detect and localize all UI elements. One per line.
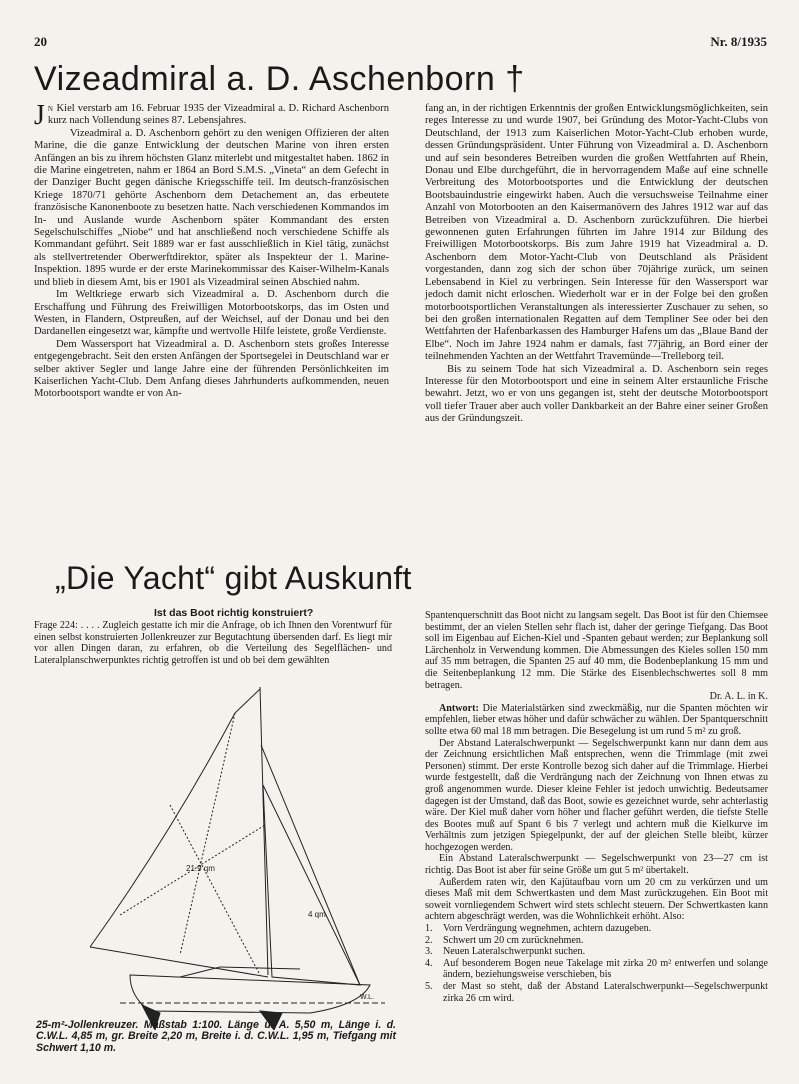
jib-area-label: 4 qm: [308, 910, 326, 919]
article1-right-column: [425, 103, 768, 426]
answer-paragraph: Der Abstand Lateralschwerpunkt — Segelschwerpunkt kann nur dann dem aus der Zeichnung ersichtlichen Maß entsprechen, wenn die Trimmlage (mit zwei Personen) stimmt. Der erste Kontrolle bezog sich daher auf die Trimmlage. Hierbei wurde festgestellt, daß die Verdrängung nach der Zeichnung von Ihnen etwas zu groß angenommen wurde. Dieser kleine Fehler ist jedoch unwichtig. Bedeutsamer dagegen ist der Umstand, daß das Boot, sowie es gezeichnet wurde, sehr achterlastig wäre. Der Kiel muß daher vorn höher und flacher geführt werden, die tiefste Stelle des Bootes muß auf Spant 6 bis 7 verlegt und achtern muß die Kielkurve im Verhältnis zum jetzigen Spiegelpunkt, der auf der gleichen Stelle bleibt, kürzer hochgezogen werden.: [425, 737, 768, 853]
gaff-line: [235, 689, 260, 713]
question-label: Frage 224:: [34, 620, 78, 631]
question-paragraph: [34, 620, 392, 666]
question-signature: Dr. A. L. in K.: [709, 691, 768, 703]
list-item: 3. Neuen Lateralschwerpunkt suchen.: [425, 946, 586, 958]
answer-label: Antwort:: [439, 702, 479, 714]
waterline-label: W.L.: [360, 994, 375, 1001]
list-item: 5. der Mast so steht, daß der Abstand Lateralschwerpunkt—Segelschwerpunkt zirka 26 cm wird.: [425, 981, 768, 1004]
section-title: „Die Yacht“ gibt Auskunft: [55, 560, 412, 596]
question-continuation: Spantenquerschnitt das Boot nicht zu langsam segelt. Das Boot ist für den Chiemsee bestimmt, der an vielen Stellen sehr flach ist, daher der geringe Tiefgang. Das Boot soll im Eigenbau auf Eichen-Kiel und -Spanten gebaut werden; zur Beplankung soll Lärchenholz in Verwendung kommen. Die Abmessungen des Kieles sollen 150 mm auf 35 mm betragen, die Spanten 25 auf 40 mm, die Bodenbeplankung 15 mm und die Seitenbeplankung 12 mm. Die Stärke des Eisenblechschwertes soll 8 mm betragen.: [425, 610, 768, 691]
article1-paragraph: fang an, in der richtigen Erkenntnis der großen Entwicklungsmöglichkeiten, sein reges Interesse zu und wurde 1907, bei Gründung des Motor-Yacht-Clubs von Deutschland, der 1913 zum Kaiserlichen Motor-Yacht-Club erhoben wurde, dessen Gründungspräsident. Unter Führung von Vizeadmiral a. D. Aschenborn und auf sein besonderes Betreiben wurden die großen Wettfahrten auf Rhein, Donau und Elbe durchgeführt, die in hervorragendem Maße auf eine schnelle Verbreitung des Motorbootsportes und die Entwicklung der deutschen Bootsbauindustrie eingewirkt haben. Auch die versuchsweise Teilnahme einer Anzahl von Motorbooten an den Kaisermanövern des Jahres 1912 war auf das Betreiben von Vizeadmiral a. D. Aschenborn zurückzuführen. Die hierbei gewonnenen guten Erfahrungen führten im Jahre 1914 zur Bildung des Freiwilligen Motorbootskorps. Bis zum Jahre 1919 hat Vizeadmiral a. D. Aschenborn dem Motor-Yacht-Club von Deutschland als Präsident vorgestanden, dann zog sich der schon über 70jährige zurück, um seinen Lebensabend in Kiel zu verbringen. Sein Interesse für den Wassersport war jedoch damit nicht erloschen. Wiederholt war er in der Folge bei den großen motorbootsportlichen Veranstaltungen als interessierter Zuschauer zu sehen, so bei den großen internationalen Regatten auf dem Templiner See oder bei den Wettfahrten der Hafenbarkassen des Hamburger Hafens um das „Blaue Band der Elbe“. Noch im Jahre 1924 nahm er damals, fast 77jährig, an Bord einer der teilnehmenden Yachten an der Wettfahrt Travemünde—Trelleborg teil.: [425, 103, 768, 363]
article1-paragraph: [34, 100, 389, 131]
cabin-line: [180, 967, 220, 977]
answer-paragraph: [425, 703, 768, 738]
answer-paragraph: Ein Abstand Lateralschwerpunkt — Segelschwerpunkt von 23—27 cm ist richtig. Das Boot ist aber für seine Größe um gut 5 m² übertakelt.: [425, 853, 768, 877]
article-title: Vizeadmiral a. D. Aschenborn †: [34, 60, 525, 98]
article1-paragraph: Dem Wassersport hat Vizeadmiral a. D. Aschenborn stets großes Interesse entgegengebracht. Seit den ersten Anfängen der Sportsegelei in Deutschland war er selber aktiver Segler und lange Jahre eine der führenden Persönlichkeiten im Kaiserlichen Yacht-Club. Dem Anfang dieses Jahrhunderts aufkommenden, neuen Motorbootsport wandte er von An-: [34, 338, 389, 400]
section-subtitle: Ist das Boot richtig konstruiert?: [154, 607, 314, 619]
drop-cap: J: [34, 100, 45, 131]
article1-paragraph: Vizeadmiral a. D. Aschenborn gehört zu den wenigen Offizieren der alten Marine, die die ganze Entwicklung der deutschen Marine von ihren ersten Anfängen an bis zu ihrem höchsten Glanz miterlebt und mitgestaltet haben. 1862 in die Marine eingetreten, nahm er 1864 an Bord S.M.S. „Vineta“ an dem Gefecht in der Danziger Bucht gegen dänische Kriegsschiffe teil. Im deutsch-französischen Kriege 1870/71 gehörte Aschenborn dem Detachement an, das erbeutete französische Kanonenboote zu besetzen hatte. Nach verschiedenen Kommandos im In- und Auslande wurde Aschenborn später Kommandant des ersten Segelschulschiffes „Niobe“ und hat anschließend noch verschiedene Schiffe als Kommandant geführt. Seit 1889 war er fast ausschließlich in Kiel tätig, zunächst als stellvertretender Oberwerftdirektor, später als Inspekteur der 1. Marine-Inspektion. 1895 wurde er der erste Marinekommissar des Kaiser-Wilhelm-Kanals und blieb in diesem Amt, bis er 1901 als Vizeadmiral seinen Abschied nahm.: [34, 127, 389, 288]
answer-text: Die Materialstärken sind zweckmäßig, nur die Spanten möchten wir empfehlen, lieber etwas höher und dafür schwächer zu wählen. Der Spantquerschnitt sollte etwa 60 mal 18 mm betragen. Die Besegelung ist um rund 5 m² zu groß.: [425, 702, 768, 737]
question-text-block: [34, 620, 392, 666]
paragraph-text: Kiel verstarb am 16. Februar 1935 der Vizeadmiral a. D. Richard Aschenborn kurz nach Vollendung seines 87. Lebensjahres.: [47, 103, 389, 127]
list-item: 4. Auf besonderem Bogen neue Takelage mit zirka 20 m² entwerfen und solange ändern, beziehungsweise verschieben, bis: [425, 957, 768, 981]
answer-paragraph: Außerdem raten wir, den Kajütaufbau vorn um 20 cm zu verkürzen und um dieses Maß mit dem Schwertkasten und dem Mast zurückzugehen. Ein Boot mit soweit vornliegendem Schwert wird stets schlecht steuern. Der Schwertkasten kann achtern abgeschrägt werden, was die Wohnlichkeit erhöht. Also:: [425, 876, 768, 923]
mainsail-area-label: 21.9 qm: [186, 864, 215, 873]
article1-paragraph: Bis zu seinem Tode hat sich Vizeadmiral a. D. Aschenborn sein reges Interesse für den Motorbootsport und eine in seinem Alter erstaunliche Frische bewahrt. Jetzt, wo er von uns gegangen ist, steht der deutsche Motorbootsport voll tiefer Trauer aber auch voller Dankbarkeit an der Bahre einer seiner Großen aus der Gründungszeit.: [425, 363, 768, 425]
issue-number: Nr. 8/1935: [710, 34, 767, 49]
mainsail-leech: [90, 713, 235, 947]
sail-plan-drawing: [60, 685, 390, 1030]
question-text: . . . . Zugleich gestatte ich mir die Anfrage, ob ich Ihnen den Vorentwurf für einen selbst konstruierten Jollenkreuzer zur Begutachtung übersenden darf. Es liegt mir vor allen Dingen daran, zu erfahren, ob die Verteilung des Segelflächen- und Lateralplanschwerpunktes richtig getroffen ist und ob bei dem gewählten: [34, 620, 392, 666]
forestay-line: [261, 745, 360, 985]
boom-line: [90, 947, 268, 977]
page-number: 20: [34, 34, 47, 49]
figure-caption: 25-m²-Jollenkreuzer. Maßstab 1:100. Länge ü. A. 5,50 m, Länge i. d. C.W.L. 4,85 m, gr. Breite 2,20 m, Breite i. d. C.W.L. 1,95 m, Tiefgang mit Schwert 1,10 m.: [36, 1019, 396, 1054]
article1-left-column: [34, 100, 389, 401]
mast-line: [260, 687, 268, 975]
intro-smallcaps: n: [47, 103, 54, 114]
recommendation-list: [425, 923, 768, 1004]
answer-column: [425, 610, 768, 1004]
hull-outline: [130, 975, 370, 1013]
article1-paragraph: Im Weltkriege erwarb sich Vizeadmiral a. D. Aschenborn durch die Erschaffung und Führung des Freiwilligen Motorbootskorps, das im Osten und Westen, in Flandern, Ostpreußen, auf der Weichsel, auf der Donau und bei den Dardanellen eingesetzt war, kämpfte und wertvolle Hilfe leistete, große Verdienste.: [34, 289, 389, 338]
jib-outline: [263, 785, 360, 985]
list-item: 2. Schwert um 20 cm zurücknehmen.: [425, 934, 584, 946]
list-item: 1. Vorn Verdrängung wegnehmen, achtern dazugeben.: [425, 923, 652, 935]
